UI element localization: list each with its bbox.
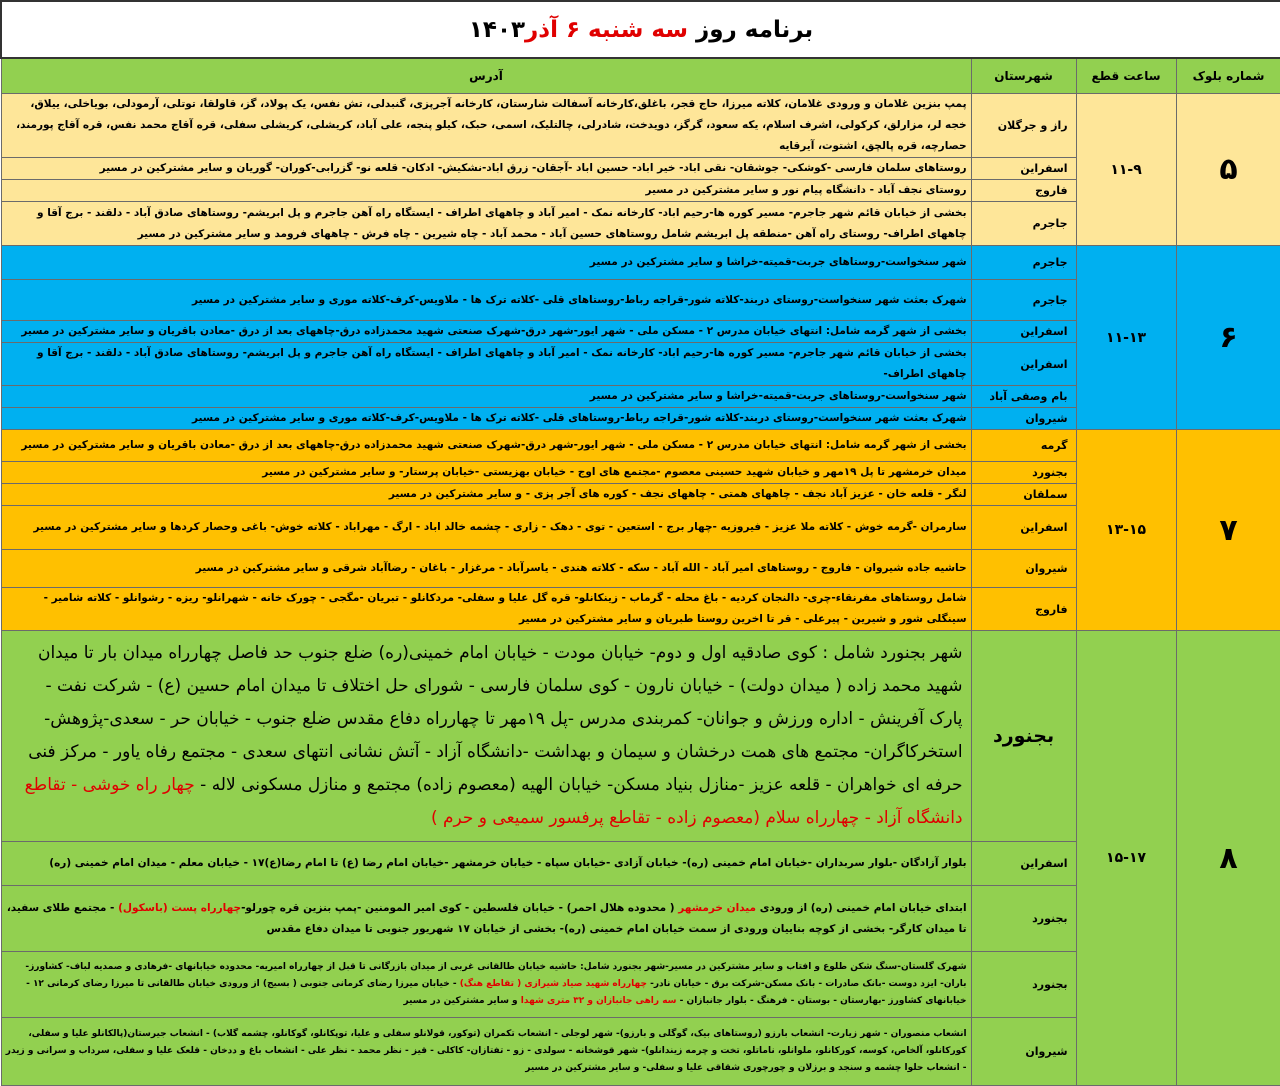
- address-highlight: چهارراه پست (باسکول): [118, 901, 242, 914]
- city-cell: گرمه: [971, 430, 1076, 462]
- table-row: [1, 430, 1280, 462]
- city-cell: بجنورد: [971, 462, 1076, 484]
- address-highlight: چهارراه شهید صیاد شیرازی ( تقاطع هنگ): [459, 979, 647, 989]
- block-time: ۱۵-۱۷: [1076, 631, 1176, 1086]
- header-time: ساعت قطع: [1076, 58, 1176, 94]
- city-cell: سملقان: [971, 484, 1076, 506]
- title-date: سه شنبه ۶ آذر: [525, 16, 688, 43]
- table-row: [1, 631, 1280, 842]
- address-cell: بلوار آزادگان -بلوار سربداران -خیابان امام خمینی (ره)- خیابان آزادی -خیابان سپاه - خیابان خرمشهر -خیابان امام رضا (ع) تا امام رضا(ع)۱۷ - خیابان معلم - میدان امام خمینی (ره): [1, 842, 971, 886]
- city-cell: جاجرم: [971, 280, 1076, 321]
- address-highlight: سه راهی جانبازان و ۳۲ متری شهدا: [520, 996, 677, 1006]
- address-cell: [1, 952, 971, 1018]
- block-number: ۸: [1176, 631, 1280, 1086]
- city-cell: بجنورد: [971, 631, 1076, 842]
- address-cell: [1, 886, 971, 952]
- header-address: آدرس: [1, 58, 971, 94]
- header-city: شهرستان: [971, 58, 1076, 94]
- address-cell: انشعاب منصوران - شهر زیارت- انشعاب بارزو (روستاهای بیک، گوگلی و بارزو)- شهر لوجلی - انشعاب تکمران (توکور، قولانلو سفلی و علیا، توپکانلو، گوکانلو، چشمه گلاب) - انشعاب جیرستان(پالکانلو علیا و سفلی، کورکانلو، آلخاص، کوسه، کورکانلو، ملوانلو، ناماتلو، تخت و چرمه زیندانلو)- شهر قوشخانه - سولدی - زو - تفتازان- کاکلی - قیز - نظر محمد - نظر علی - انشعاب باغ و ددخان - قلعک علیا و سفلی، سرداب و سرانی و زیدر - انشعاب حلوا چشمه و سنجد و برزلان و چورچوری شقاقی علیا و سفلی- و سایر مشترکین در مسیر: [1, 1018, 971, 1086]
- address-highlight: میدان خرمشهر: [678, 901, 757, 914]
- city-cell: بجنورد: [971, 952, 1076, 1018]
- block-time: ۱۱-۱۳: [1076, 246, 1176, 430]
- city-cell: جاجرم: [971, 246, 1076, 280]
- header-row: [1, 58, 1280, 94]
- city-cell: اسفراین: [971, 506, 1076, 550]
- address-cell: پمپ بنزین غلامان و ورودی غلامان، کلاته میرزا، حاج قجر، باغلق،کارخانه آسفالت شارستان، کارخانه آجرپزی، گنبدلی، تش نفس، یک پولاد، گز، قاولقا، توتلی، آرمودلی، بویاخلی، ییلاق، خجه لر، مزارلق، کرکولی، اشرف اسلام، یکه سعود، گرگز، دویدخت، شادرلی، چالتلیک، اسمی، حبک، کیلو پنجه، علی آباد، کریشلی، کریشلی سفلی، قره آقاج محمد نفس، قره آقاج پورمند، حصارچه، قره پالچق، اشتوت، آیرقایه: [1, 94, 971, 158]
- city-cell: فاروج: [971, 588, 1076, 631]
- block-number: ۷: [1176, 430, 1280, 631]
- address-cell: بخشی از خیابان قائم شهر جاجرم- مسیر کوره ها-رحیم اباد- کارخانه نمک - امیر آباد و چاههای اطراف - ایستگاه راه آهن جاجرم و پل ابریشم- روستاهای صادق آباد - دلقند - برج آقا و چاههای اطراف-: [1, 343, 971, 386]
- address-cell: روستاهای سلمان فارسی -کوشکی- جوشقان- نقی اباد- خیر اباد- حسین اباد -آجقان- زرق اباد-نشکیش- ادکان- قلعه نو- گزرابی-کوران- گوریان و سایر مشترکین در مسیر: [1, 158, 971, 180]
- address-cell: [1, 631, 971, 842]
- address-text: ( محدوده هلال احمر) - خیابان فلسطین - کوی امیر المومنین -پمپ بنزین قره چورلو-: [241, 901, 679, 914]
- address-cell: حاشیه جاده شیروان - فاروج - روستاهای امیر آباد - الله آباد - سکه - کلاته هندی - یاسرآباد - مرغزار - باغان - رضاآباد شرقی و سایر مشترکین در مسیر: [1, 550, 971, 588]
- page-title: [1, 1, 1280, 58]
- address-text: و سایر مشترکین در مسیر: [403, 996, 521, 1006]
- address-highlight: چهار راه خوشی - تقاطع دانشگاه آزاد - چهارراه سلام (معصوم زاده - تقاطع پرفسور سمیعی و حرم ): [24, 775, 963, 828]
- city-cell: شیروان: [971, 408, 1076, 430]
- title-year: ۱۴۰۳: [468, 16, 526, 43]
- address-text: شهر بجنورد شامل : کوی صادقیه اول و دوم- خیابان مودت - خیابان امام خمینی(ره) ضلع جنوب حد فاصل چهارراه میدان بار تا میدان شهید محمد زاده ( میدان دولت) - خیابان نارون - کوی سلمان فارسی - شورای حل اختلاف تا میدان امام حسین (ع) - شرکت نفت - پارک آفرینش - اداره ورزش و جوانان- کمربندی مدرس -پل ۱۹مهر تا چهارراه دفاع مقدس ضلع جنوب - خیابان حر - سعدی-پژوهش- استخرکاگران- مجتمع های همت درخشان و سیمان و بهداشت -دانشگاه آزاد - آتش نشانی انتهای سعدی - مجتمع رفاه یاور - مرکز فنی حرفه ای خواهران - قلعه عزیز -منازل بنیاد مسکن- خیابان الهیه (معصوم زاده) مجتمع و منازل مسکونی لاله -: [28, 643, 963, 795]
- city-cell: اسفراین: [971, 343, 1076, 386]
- city-cell: اسفراین: [971, 842, 1076, 886]
- block-time: ۱۱-۹: [1076, 94, 1176, 246]
- city-cell: بام وصفی آباد: [971, 386, 1076, 408]
- block-number: ۵: [1176, 94, 1280, 246]
- city-cell: اسفراین: [971, 321, 1076, 343]
- address-text: شهرک گلستان-سنگ شکن طلوع و افتاب و سایر مشترکین در مسیر-شهر بجنورد شامل: حاشیه خیابان طالقانی غربی از میدان بازرگانی تا قبل از چهارراه امیریه- محدوده خیابانهای -فرهادی و صمدیه لباف- کشاورز-باران- ایزد دوست -بانک صادرات - بانک مسکن-شرکت برق - خیابان نادر-: [25, 962, 967, 989]
- title-prefix: برنامه روز: [695, 16, 814, 43]
- block-time: ۱۳-۱۵: [1076, 430, 1176, 631]
- address-cell: روستای نجف آباد - دانشگاه پیام نور و سایر مشترکین در مسیر: [1, 180, 971, 202]
- address-cell: شهر سنخواست-روستاهای جربت-قمیته-خراشا و سایر مشترکین در مسیر: [1, 386, 971, 408]
- address-cell: شهرک بعثت شهر سنخواست-روستای دربند-کلاته شور-قراجه رباط-روستاهای قلی -کلاته ترک ها - ملاویس-کرف-کلاته موری و سایر مشترکین در مسیر: [1, 280, 971, 321]
- address-cell: شهرک بعثت شهر سنخواست-روستای دربند-کلاته شور-قراجه رباط-روستاهای قلی -کلاته ترک ها - ملاویس-کرف-کلاته موری و سایر مشترکین در مسیر: [1, 408, 971, 430]
- city-cell: فاروج: [971, 180, 1076, 202]
- address-cell: بخشی از شهر گرمه شامل: انتهای خیابان مدرس ۲ - مسکن ملی - شهر ایور-شهر درق-شهرک صنعتی شهید محمدزاده درق-چاههای بعد از درق -معادن باقریان و سایر مشترکین در مسیر: [1, 430, 971, 462]
- city-cell: شیروان: [971, 550, 1076, 588]
- block-number: ۶: [1176, 246, 1280, 430]
- address-cell: شهر سنخواست-روستاهای جربت-قمیته-خراشا و سایر مشترکین در مسیر: [1, 246, 971, 280]
- city-cell: جاجرم: [971, 202, 1076, 246]
- address-text: ابتدای خیابان امام خمینی (ره) از ورودی: [756, 901, 967, 914]
- table-row: [1, 94, 1280, 158]
- table-row: [1, 246, 1280, 280]
- address-cell: بخشی از خیابان قائم شهر جاجرم- مسیر کوره ها-رحیم اباد- کارخانه نمک - امیر آباد و چاههای اطراف - ایستگاه راه آهن جاجرم و پل ابریشم- روستاهای صادق آباد - دلقند - برج آقا و چاههای اطراف- روستای راه آهن -منطقه پل ابریشم شامل روستاهای حسین آباد - محمد آباد - چاه شیرین - چاه فرش - چاههای فرومد و سایر مشترکین در مسیر: [1, 202, 971, 246]
- city-cell: بجنورد: [971, 886, 1076, 952]
- city-cell: راز و جرگلان: [971, 94, 1076, 158]
- address-text: - خیابان میرزا رضای کرمانی جنوبی ( بسیج) از ورودی خیابان طالقانی تا میرزا رضای کرمانی ۱۲ - خیابانهای کشاورز -بهارستان - بوستان - فرهنگ - بلوار جانبازان -: [26, 979, 967, 1006]
- address-cell: بخشی از شهر گرمه شامل: انتهای خیابان مدرس ۲ - مسکن ملی - شهر ایور-شهر درق-شهرک صنعتی شهید محمدزاده درق-چاههای بعد از درق -معادن باقریان و سایر مشترکین در مسیر: [1, 321, 971, 343]
- city-cell: شیروان: [971, 1018, 1076, 1086]
- address-cell: سارمران -گرمه خوش - کلاته ملا عزیز - فیروزیه -چهار برج - استعین - توی - دهک - زاری - چشمه خالد اباد - ارگ - مهراباد - کلاته خوش- باغی وحصار کردها و سایر مشترکین در مسیر: [1, 506, 971, 550]
- address-cell: شامل روستاهای مفرنقاء-چری- دالنجان کردیه - باغ محله - گرماب - زینکانلو- قره گل علیا و سفلی- مردکانلو - تبریان -مگجی - چورک خانه - شهرانلو- ریزه - رشوانلو - کلاته شامیر - سینگلی شور و شیرین - پیرعلی - قر تا اخرین روستا طبریان و سایر مشترکین در مسیر: [1, 588, 971, 631]
- header-block: شماره بلوک: [1176, 58, 1280, 94]
- address-text: - مجتمع طلای سفید، تا میدان کارگر- بخشی از کوچه بناییان ورودی از سمت خیابان امام خمینی (ره)- بخشی از خیابان ۱۷ شهریور جنوبی تا میدان دفاع مقدس: [6, 901, 967, 935]
- address-cell: میدان خرمشهر تا پل ۱۹مهر و خیابان شهید حسینی معصوم -مجتمع های اوج - خیابان بهزیستی -خیابان پرستار- و سایر مشترکین در مسیر: [1, 462, 971, 484]
- city-cell: اسفراین: [971, 158, 1076, 180]
- address-cell: لنگر - قلعه خان - عزیز آباد نجف - چاههای همتی - چاههای نجف - کوره های آجر پزی - و سایر مشترکین در مسیر: [1, 484, 971, 506]
